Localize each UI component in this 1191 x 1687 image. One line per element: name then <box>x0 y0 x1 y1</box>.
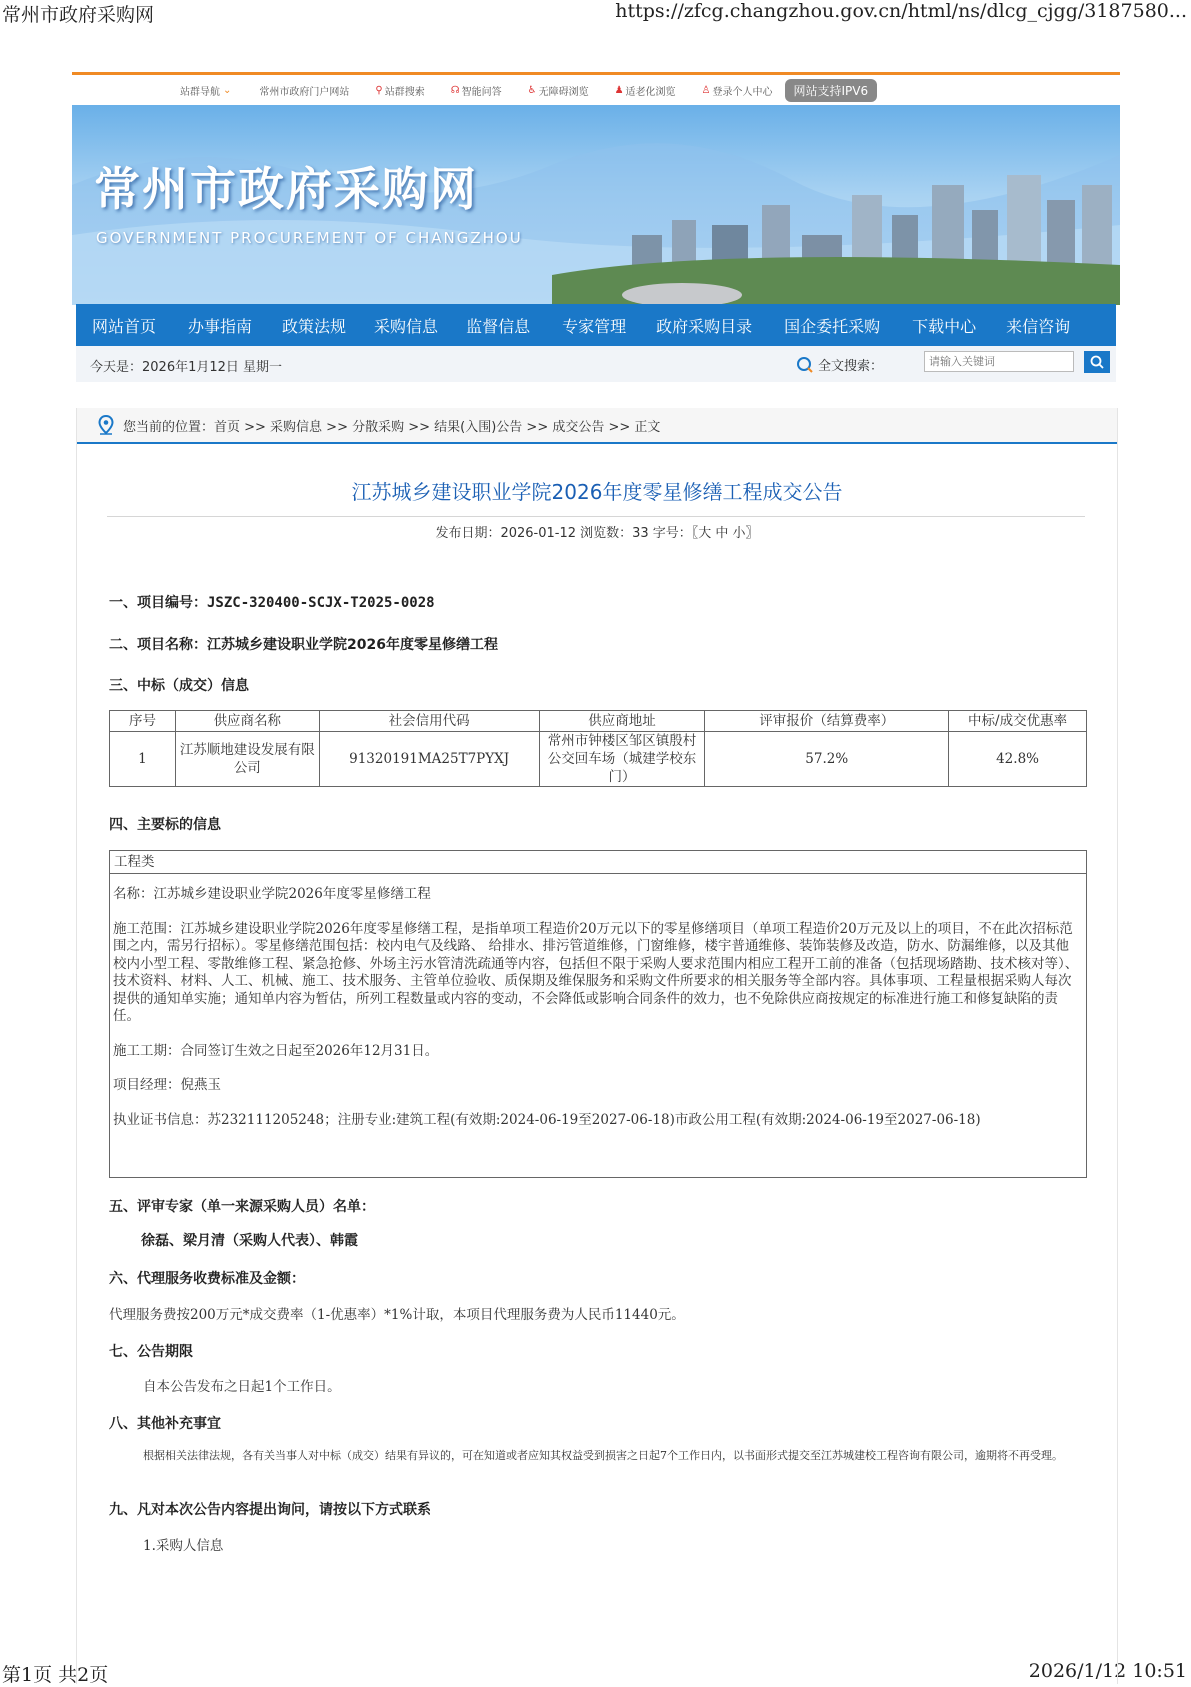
section-7-notice-period: 七、公告期限 <box>109 1344 193 1360</box>
site-banner <box>72 105 1120 305</box>
nav-procurement-info[interactable]: 采购信息 <box>374 316 439 336</box>
main-nav <box>76 304 1116 346</box>
nav-experts[interactable]: 专家管理 <box>562 316 627 336</box>
print-header-url: https://zfcg.changzhou.gov.cn/html/ns/dlcg_cjgg/3187580... <box>615 0 1187 22</box>
section-1-project-number: 一、项目编号：JSZC-320400-SCJX-T2025-0028 <box>109 595 435 611</box>
today-date: 今天是：2026年1月12日 星期一 <box>90 360 283 375</box>
gov-portal-link[interactable]: 常州市政府门户网站 <box>259 86 350 98</box>
search-icon <box>1090 355 1104 369</box>
cell-credit-code: 91320191MA25T7PYXJ <box>319 732 539 787</box>
section-2-project-name: 二、项目名称：江苏城乡建设职业学院2026年度零星修缮工程 <box>109 637 498 653</box>
print-header-title: 常州市政府采购网 <box>2 4 155 26</box>
print-footer-datetime: 2026/1/12 10:51 <box>1028 1660 1187 1682</box>
section-6-agency-fee: 六、代理服务收费标准及金额： <box>109 1271 305 1287</box>
search-label: 全文搜索： <box>796 355 883 374</box>
nav-catalog[interactable]: 政府采购目录 <box>656 316 753 336</box>
top-utility-bar <box>72 72 1120 105</box>
nav-soe-procurement[interactable]: 国企委托采购 <box>784 316 881 336</box>
search-input[interactable] <box>924 351 1074 372</box>
search-icon: ⚲ <box>375 84 383 96</box>
date-search-bar <box>76 346 1116 382</box>
agency-fee-text: 代理服务费按200万元*成交费率（1-优惠率）*1%计取，本项目代理服务费为人民币11440元。 <box>109 1307 685 1323</box>
chat-icon: ☊ <box>450 84 460 96</box>
col-header: 社会信用代码 <box>319 711 539 732</box>
table-row <box>110 732 1087 787</box>
col-header: 供应商地址 <box>539 711 705 732</box>
notice-period-text: 自本公告发布之日起1个工作日。 <box>143 1379 341 1395</box>
elderly-icon: ♟ <box>614 84 624 96</box>
section-3-award-info: 三、中标（成交）信息 <box>109 678 249 694</box>
col-header: 中标/成交优惠率 <box>949 711 1087 732</box>
nav-downloads[interactable]: 下载中心 <box>912 316 977 336</box>
search-icon <box>796 356 814 374</box>
breadcrumb <box>77 408 1117 444</box>
smart-qa-link[interactable]: ☊ 智能问答 <box>450 84 502 98</box>
site-group-nav-link[interactable]: 站群导航 ⌄ <box>180 84 232 98</box>
award-table <box>109 710 1087 787</box>
banner-subtitle: GOVERNMENT PROCUREMENT OF CHANGZHOU <box>96 229 523 247</box>
subject-details <box>110 874 1086 1129</box>
subject-period: 施工工期：合同签订生效之日起至2026年12月31日。 <box>113 1042 439 1059</box>
section-8-supplementary: 八、其他补充事宜 <box>109 1416 221 1432</box>
nav-supervision[interactable]: 监督信息 <box>466 316 531 336</box>
section-5-experts: 五、评审专家（单一来源采购人员）名单： <box>109 1199 375 1215</box>
contact-item: 1.采购人信息 <box>143 1538 224 1554</box>
site-page <box>72 72 1120 375</box>
supplementary-text: 根据相关法律法规，各有关当事人对中标（成交）结果有异议的，可在知道或者应知其权益受到损害之日起7个工作日内，以书面形式提交至江苏城建校工程咨询有限公司，逾期将不再受理。 <box>143 1449 1063 1462</box>
experts-list: 徐磊、梁月清（采购人代表）、韩霞 <box>141 1233 358 1249</box>
location-pin-icon <box>97 415 115 435</box>
wheelchair-icon: ♿ <box>527 84 537 96</box>
title-divider <box>107 516 1085 517</box>
chevron-down-icon: ⌄ <box>223 84 232 96</box>
subject-certificate: 执业证书信息：苏232111205248；注册专业:建筑工程(有效期:2024-06-19至2027-06-18)市政公用工程(有效期:2024-06-19至2027-06-18) <box>113 1111 981 1128</box>
cell-supplier-address: 常州市钟楼区邹区镇殷村公交回车场（城建学校东门） <box>539 732 705 787</box>
page-title: 江苏城乡建设职业学院2026年度零星修缮工程成交公告 <box>351 480 843 504</box>
article-container <box>76 408 1118 1684</box>
nav-contact[interactable]: 来信咨询 <box>1006 316 1071 336</box>
cell-discount-rate: 42.8% <box>949 732 1087 787</box>
table-header-row <box>110 711 1087 732</box>
accessibility-link[interactable]: ♿ 无障碍浏览 <box>527 84 589 98</box>
section-9-contact: 九、凡对本次公告内容提出询问，请按以下方式联系 <box>109 1502 431 1518</box>
cell-index: 1 <box>110 732 176 787</box>
breadcrumb-path[interactable]: 您当前的位置：首页 >> 采购信息 >> 分散采购 >> 结果(入围)公告 >> 成交公告 >> 正文 <box>123 419 661 435</box>
print-footer-page: 第1页 共2页 <box>2 1664 109 1686</box>
section-4-main-subject: 四、主要标的信息 <box>109 817 221 833</box>
nav-guide[interactable]: 办事指南 <box>188 316 253 336</box>
ipv6-badge: 网站支持IPV6 <box>785 79 878 102</box>
subject-scope: 施工范围：江苏城乡建设职业学院2026年度零星修缮工程，是指单项工程造价20万元以下的零星修缮项目（单项工程造价20万元及以上的项目，不在此次招标范围之内，需另行招标）。零星修缮范围包括：校内电气及线路、 给排水、排污管道维修，门窗维修，楼宇普通维修、装饰装修及改造，防水、防漏维修，以及其他校内小型工程、零散维修工程、紧急抢修、外场主污水管清洗疏通等内容，包括但不限于采购人要求范围内相应工程开工前的准备（包括现场踏勘、技术核对等）、技术资料、材料、人工、机械、施工、技术服务、主管单位验收、质保期及维保服务和采购文件所要求的相关服务等全部内容。具体事项、工程量根据采购人每次提供的通知单实施；通知单内容为暂估，所列工程数量或内容的变动，不会降低或影响合同条件的效力，也不免除供应商按规定的标准进行施工和修复缺陷的责任。 <box>113 920 1079 1024</box>
subject-name: 名称：江苏城乡建设职业学院2026年度零星修缮工程 <box>113 886 431 902</box>
site-search-link[interactable]: ⚲ 站群搜索 <box>375 84 425 98</box>
banner-title: 常州市政府采购网 <box>94 162 478 216</box>
subject-category: 工程类 <box>110 851 1086 874</box>
nav-home[interactable]: 网站首页 <box>92 316 157 336</box>
article-meta: 发布日期：2026-01-12 浏览数：33 字号：〖大 中 小〗 <box>435 526 759 541</box>
col-header: 供应商名称 <box>175 711 319 732</box>
subject-info-box <box>109 850 1087 1178</box>
col-header: 评审报价（结算费率） <box>705 711 949 732</box>
user-icon: ♙ <box>701 84 711 96</box>
subject-manager: 项目经理：倪燕玉 <box>113 1077 221 1093</box>
cell-supplier-name: 江苏顺地建设发展有限公司 <box>175 732 319 787</box>
nav-policy[interactable]: 政策法规 <box>282 316 347 336</box>
search-button[interactable] <box>1084 351 1110 373</box>
cell-quote-rate: 57.2% <box>705 732 949 787</box>
elderly-mode-link[interactable]: ♟ 适老化浏览 <box>614 84 676 98</box>
col-header: 序号 <box>110 711 176 732</box>
login-link[interactable]: ♙ 登录个人中心 <box>701 84 773 98</box>
